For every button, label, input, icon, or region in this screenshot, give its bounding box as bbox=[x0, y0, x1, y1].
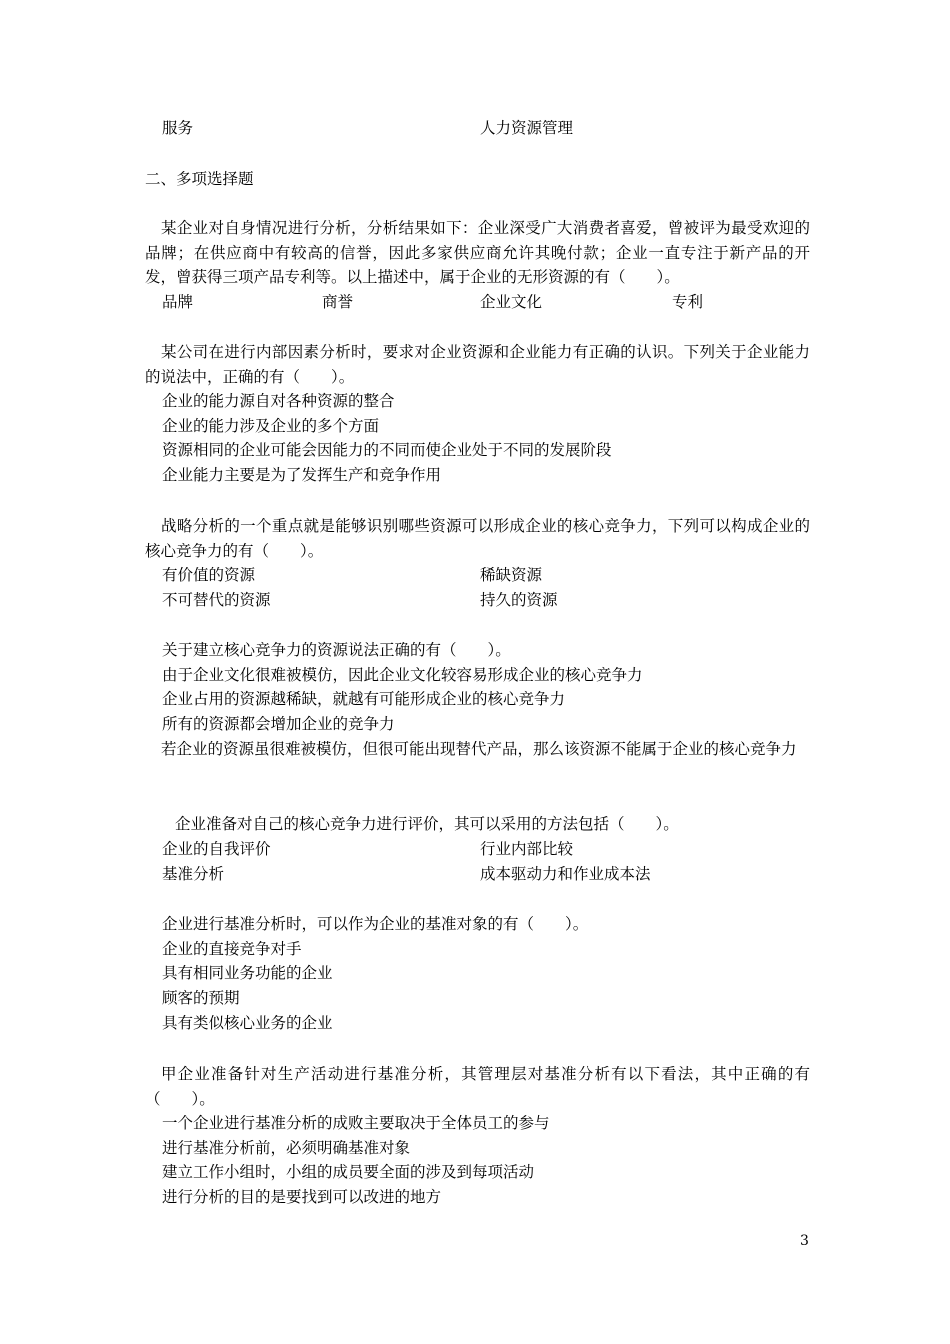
option-text: 具有类似核心业务的企业 bbox=[162, 1014, 333, 1032]
option-text: 企业的能力涉及企业的多个方面 bbox=[162, 417, 380, 435]
option-text: 企业文化 bbox=[480, 293, 543, 311]
option-text: 进行基准分析前，必须明确基准对象 bbox=[162, 1139, 411, 1157]
option-text: 有价值的资源 bbox=[162, 566, 256, 584]
question-stem: 企业准备对自己的核心竞争力进行评价，其可以采用的方法包括（ ）。 bbox=[175, 815, 679, 833]
option-text: 稀缺资源 bbox=[480, 566, 543, 584]
option-text: 顾客的预期 bbox=[162, 989, 240, 1007]
option-text: 具有相同业务功能的企业 bbox=[162, 964, 333, 982]
option-text: 所有的资源都会增加企业的竞争力 bbox=[162, 715, 395, 733]
option-text: 一个企业进行基准分析的成败主要取决于全体员工的参与 bbox=[162, 1114, 550, 1132]
option-text: 企业的直接竞争对手 bbox=[162, 940, 302, 958]
option-text: 专利 bbox=[672, 293, 704, 311]
question-stem: 企业进行基准分析时，可以作为企业的基准对象的有（ ）。 bbox=[162, 915, 589, 933]
question-stem: 甲企业准备针对生产活动进行基准分析，其管理层对基准分析有以下看法，其中正确的有（ ）。 bbox=[145, 1065, 810, 1108]
option-text: 进行分析的目的是要找到可以改进的地方 bbox=[162, 1188, 442, 1206]
option-text: 服务 bbox=[162, 119, 194, 137]
option-text: 由于企业文化很难被模仿，因此企业文化较容易形成企业的核心竞争力 bbox=[162, 666, 643, 684]
page-number: 3 bbox=[800, 1233, 809, 1249]
option-text: 企业能力主要是为了发挥生产和竞争作用 bbox=[162, 466, 442, 484]
option-text: 资源相同的企业可能会因能力的不同而使企业处于不同的发展阶段 bbox=[162, 441, 612, 459]
option-text: 人力资源管理 bbox=[480, 119, 574, 137]
question-stem: 某公司在进行内部因素分析时，要求对企业资源和企业能力有正确的认识。下列关于企业能力的说法中，正确的有（ ）。 bbox=[145, 343, 810, 386]
option-text: 行业内部比较 bbox=[480, 840, 574, 858]
option-text: 持久的资源 bbox=[480, 591, 558, 609]
option-text: 建立工作小组时，小组的成员要全面的涉及到每项活动 bbox=[162, 1163, 535, 1181]
question-stem: 关于建立核心竞争力的资源说法正确的有（ ）。 bbox=[162, 641, 511, 659]
option-text: 商誉 bbox=[322, 293, 354, 311]
question-stem: 战略分析的一个重点就是能够识别哪些资源可以形成企业的核心竞争力，下列可以构成企业的核心竞争力的有（ ）。 bbox=[145, 517, 810, 560]
option-text: 成本驱动力和作业成本法 bbox=[480, 865, 651, 883]
section-title: 二、多项选择题 bbox=[145, 170, 254, 188]
option-text: 企业占用的资源越稀缺，就越有可能形成企业的核心竞争力 bbox=[162, 690, 566, 708]
option-text: 不可替代的资源 bbox=[162, 591, 271, 609]
option-text: 若企业的资源虽很难被模仿，但很可能出现替代产品，那么该资源不能属于企业的核心竞争力 bbox=[161, 740, 797, 758]
option-text: 基准分析 bbox=[162, 865, 225, 883]
question-stem: 某企业对自身情况进行分析，分析结果如下：企业深受广大消费者喜爱，曾被评为最受欢迎的品牌；在供应商中有较高的信誉，因此多家供应商允许其晚付款；企业一直专注于新产品的开发，曾获得三项产品专利等。以上描述中，属于企业的无形资源的有（ ）。 bbox=[145, 219, 810, 286]
option-text: 企业的自我评价 bbox=[162, 840, 271, 858]
option-text: 企业的能力源自对各种资源的整合 bbox=[162, 392, 395, 410]
option-text: 品牌 bbox=[162, 293, 194, 311]
